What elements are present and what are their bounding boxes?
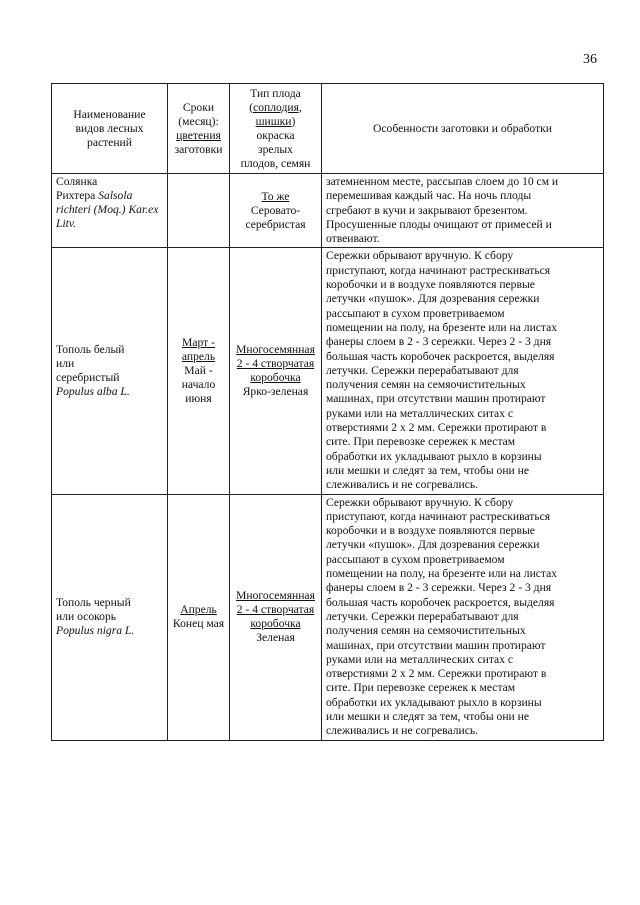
header-fruit-type: Тип плода (соплодия, шишки) окраска зрелых плодов, семян: [230, 84, 322, 174]
table-row: [52, 494, 604, 740]
latin-name: Salsola richteri (Moq.) Kar.ex Litv.: [56, 189, 159, 230]
latin-name: Populus alba L.: [56, 385, 130, 398]
features-cell: Сережки обрывают вручную. К сбору приступают, когда начинают растрескиваться коробочки и в воздухе появляются первые летучки «пушок». Для дозревания сережки рассыпают в сухом проветриваемом помещении на полу, на брезенте или на листах фанеры слоем в 2 - 3 сережки. Через 2 - 3 дня большая часть коробочек раскроется, выделяя летучки. Сережки перерабатывают для получения семян на семяочистительных машинах, при отсутствии машин протирают руками или на металлических ситах с отверстиями 2 х 2 мм. Сережки протирают в сите. При перевозке сережек к местам обработки их укладывают рыхло в корзины или мешки и следят за тем, чтобы они не слеживались и не согревались.: [322, 494, 604, 740]
table-row: [52, 248, 604, 494]
fruit-cell: То же Серовато- серебристая: [230, 174, 322, 248]
header-timing: Сроки (месяц): цветения заготовки: [168, 84, 230, 174]
header-plant-name: Наименование видов лесных растений: [52, 84, 168, 174]
fruit-cell: Многосемянная 2 - 4 створчатая коробочка Ярко-зеленая: [230, 248, 322, 494]
latin-name: Populus nigra L.: [56, 624, 135, 638]
timing-cell: Апрель Конец мая: [168, 494, 230, 740]
timing-cell: Март - апрель Май - начало июня: [168, 248, 230, 494]
table-header-row: [52, 84, 604, 174]
plant-harvest-table: [51, 83, 604, 741]
plant-name-cell: Солянка Рихтера Salsola richteri (Moq.) Kar.ex Litv.: [52, 174, 168, 248]
header-features: Особенности заготовки и обработки: [322, 84, 604, 174]
page-number: 36: [583, 52, 597, 67]
timing-cell: [168, 174, 230, 248]
plant-name-cell: Тополь белый или серебристый Populus alba L.: [52, 248, 168, 494]
table-row: [52, 174, 604, 248]
fruit-cell: Многосемянная 2 - 4 створчатая коробочка Зеленая: [230, 494, 322, 740]
plant-name-cell: Тополь черный или осокорь Populus nigra L.: [52, 494, 168, 740]
features-cell: Сережки обрывают вручную. К сбору приступают, когда начинают растрескиваться коробочки и в воздухе появляются первые летучки «пушок». Для дозревания сережки рассыпают в сухом проветриваемом помещении на полу, на брезенте или на листах фанеры слоем в 2 - 3 сережки. Через 2 - 3 дня большая часть коробочек раскроется, выделяя летучки. Сережки перерабатывают для получения семян на семяочистительных машинах, при отсутствии машин протирают руками или на металлических ситах с отверстиями 2 х 2 мм. Сережки протирают в сите. При перевозке сережек к местам обработки их укладывают рыхло в корзины или мешки и следят за тем, чтобы они не слеживались и не согревались.: [322, 248, 604, 494]
features-cell: затемненном месте, рассыпав слоем до 10 см и перемешивая каждый час. На ночь плоды сгребают в кучи и закрывают брезентом. Просушенные плоды очищают от примесей и отвеивают.: [322, 174, 604, 248]
